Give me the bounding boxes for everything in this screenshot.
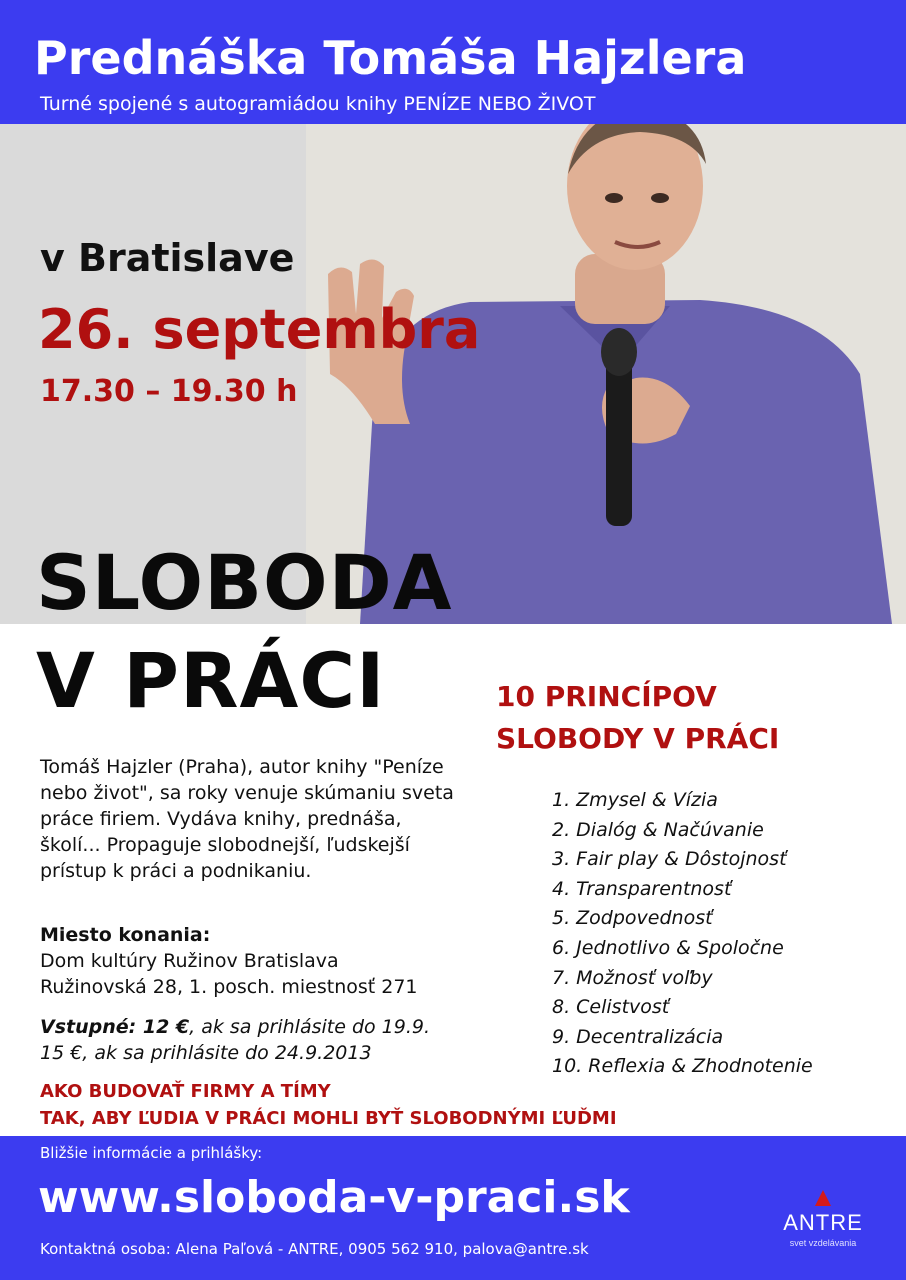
antre-logo bbox=[768, 1186, 878, 1256]
principles-list bbox=[552, 786, 892, 1082]
slogan-line-2: TAK, ABY ĽUDIA V PRÁCI MOHLI BYŤ SLOBODNÝMI ĽUĎMI bbox=[40, 1108, 617, 1129]
principle-item: 8. Celistvosť bbox=[552, 996, 670, 1019]
slogan-line-1: AKO BUDOVAŤ FIRMY A TÍMY bbox=[40, 1081, 331, 1102]
fee-line-2: 15 €, ak sa prihlásite do 24.9.2013 bbox=[40, 1042, 372, 1064]
fee-line-1-rest: , ak sa prihlásite do 19.9. bbox=[189, 1016, 431, 1038]
entry-fee bbox=[40, 1014, 500, 1066]
venue-address bbox=[40, 948, 500, 1000]
website-link[interactable]: www.sloboda-v-praci.sk bbox=[38, 1172, 630, 1223]
principle-item: 7. Možnosť voľby bbox=[552, 966, 713, 989]
principle-item: 10. Reflexia & Zhodnotenie bbox=[552, 1055, 813, 1078]
principle-item: 5. Zodpovednosť bbox=[552, 907, 713, 930]
venue-line-1: Dom kultúry Ružinov Bratislava bbox=[40, 950, 339, 972]
principle-item: 2. Dialóg & Načúvanie bbox=[552, 818, 764, 841]
event-city: v Bratislave bbox=[40, 236, 295, 280]
logo-tagline: svet vzdelávania bbox=[789, 1238, 857, 1248]
headline-line-2: V PRÁCI bbox=[36, 636, 386, 725]
poster-subtitle: Turné spojené s autogramiádou knihy PENÍZE NEBO ŽIVOT bbox=[40, 93, 596, 115]
more-info-label: Bližšie informácie a prihlášky: bbox=[40, 1144, 263, 1162]
principles-heading-line-2: SLOBODY V PRÁCI bbox=[496, 722, 780, 755]
principle-item: 6. Jednotlivo & Spoločne bbox=[552, 936, 784, 959]
fee-label: Vstupné: 12 € bbox=[40, 1016, 190, 1038]
poster-title: Prednáška Tomáša Hajzlera bbox=[34, 31, 747, 85]
headline-line-1: SLOBODA bbox=[36, 538, 453, 627]
slogan bbox=[40, 1078, 900, 1132]
principle-item: 3. Fair play & Dôstojnosť bbox=[552, 848, 787, 871]
event-date: 26. septembra bbox=[38, 298, 481, 361]
contact-line: Kontaktná osoba: Alena Paľová - ANTRE, 0905 562 910, palova@antre.sk bbox=[40, 1240, 589, 1258]
venue-line-2: Ružinovská 28, 1. posch. miestnosť 271 bbox=[40, 976, 418, 998]
speaker-bio: Tomáš Hajzler (Praha), autor knihy "Peníze nebo život", sa roky venuje skúmaniu sveta práce firiem. Vydáva knihy, prednáša, školí... Propaguje slobodnejší, ľudskejší prístup k práci a podnikaniu. bbox=[40, 756, 454, 882]
event-time: 17.30 – 19.30 h bbox=[40, 374, 298, 409]
logo-name: ANTRE bbox=[783, 1210, 863, 1235]
principle-item: 9. Decentralizácia bbox=[552, 1025, 724, 1048]
principles-heading bbox=[496, 676, 896, 760]
logo-triangle-icon bbox=[768, 1186, 878, 1212]
venue-label: Miesto konania: bbox=[40, 924, 211, 946]
principles-heading-line-1: 10 PRINCÍPOV bbox=[496, 680, 717, 713]
principle-item: 4. Transparentnosť bbox=[552, 877, 732, 900]
principle-item: 1. Zmysel & Vízia bbox=[552, 789, 718, 811]
fee-line-1 bbox=[40, 1014, 500, 1040]
